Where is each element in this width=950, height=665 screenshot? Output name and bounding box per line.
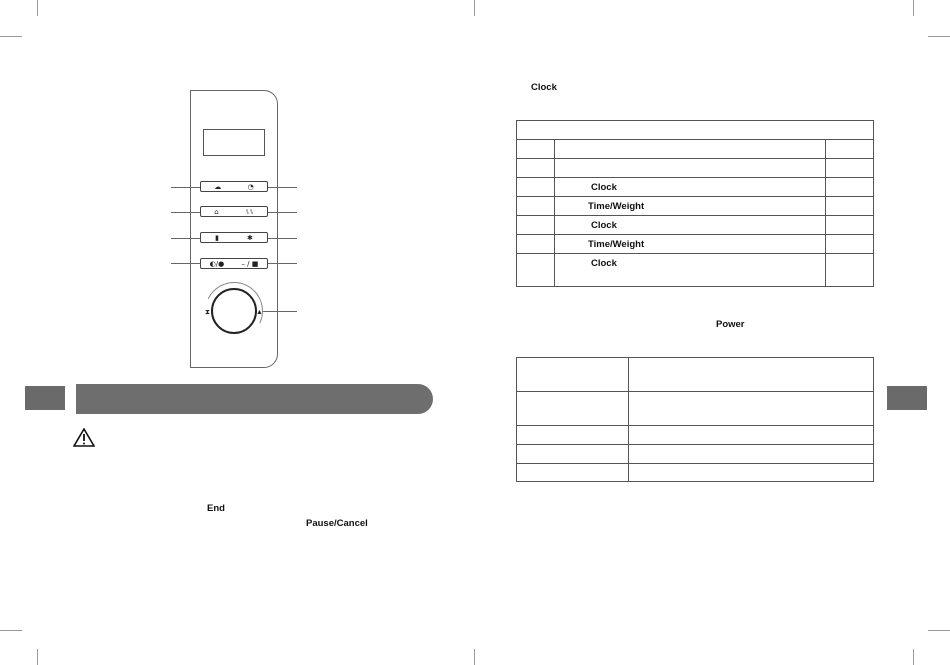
- display-window: [203, 129, 265, 156]
- crop-mark: [37, 0, 38, 16]
- table-row: [517, 140, 874, 159]
- panel-button-row-4[interactable]: [200, 258, 268, 269]
- crop-mark: [913, 0, 914, 16]
- time-weight-label: Time/Weight: [588, 200, 645, 212]
- table-row: [517, 464, 874, 482]
- gear-icon: ✱: [247, 233, 253, 242]
- control-knob[interactable]: [211, 288, 257, 334]
- start-icon: ◐/●: [209, 259, 225, 268]
- crop-mark: [37, 649, 38, 665]
- clock-label: Clock: [591, 258, 617, 269]
- table-row: [517, 426, 874, 445]
- table-row: [517, 445, 874, 464]
- clock-steps-table: [516, 120, 874, 287]
- section-banner: [76, 384, 433, 414]
- power-table: [516, 357, 874, 482]
- end-label: End: [207, 503, 225, 514]
- table-row: [517, 159, 874, 178]
- pause-cancel-label: Pause/Cancel: [306, 518, 368, 529]
- crop-mark: [474, 0, 475, 16]
- hourglass-icon: ⧗: [205, 309, 210, 316]
- clock-icon: ◔: [247, 182, 254, 191]
- table-row: [517, 358, 874, 392]
- table-row: [517, 216, 874, 235]
- bottle-icon: ▮: [215, 233, 219, 242]
- crop-mark: [928, 630, 950, 631]
- clock-label: Clock: [591, 219, 617, 231]
- leader-line: [171, 238, 200, 239]
- right-page-tab: [887, 386, 927, 410]
- panel-button-row-3[interactable]: [200, 232, 268, 243]
- leader-line: [171, 187, 200, 188]
- table-row: [517, 178, 874, 197]
- fork-knife-icon: ⑊⑊: [245, 207, 254, 216]
- crop-mark: [913, 649, 914, 665]
- panel-button-row-1[interactable]: [200, 181, 268, 192]
- table-row: [517, 197, 874, 216]
- leader-line: [268, 212, 297, 213]
- clock-label: Clock: [591, 181, 617, 193]
- stop-icon: – / ■: [241, 259, 259, 268]
- crop-mark: [928, 36, 950, 37]
- table-header-row: [517, 121, 874, 140]
- crop-mark: [0, 36, 22, 37]
- table-row: [517, 235, 874, 254]
- defrost-icon: ⌂: [214, 207, 219, 216]
- time-weight-label: Time/Weight: [588, 238, 645, 250]
- leader-line: [268, 238, 297, 239]
- left-page-tab: [25, 386, 65, 410]
- crop-mark: [474, 649, 475, 665]
- leader-line: [171, 263, 200, 264]
- clock-heading: Clock: [531, 82, 557, 93]
- lock-icon: ▲: [256, 309, 263, 316]
- power-label: Power: [716, 319, 745, 330]
- leader-line: [262, 311, 297, 312]
- leader-line: [268, 263, 297, 264]
- cloud-icon: ☁: [214, 182, 222, 191]
- crop-mark: [0, 630, 22, 631]
- warning-triangle-icon: [73, 428, 95, 447]
- leader-line: [171, 212, 200, 213]
- leader-line: [268, 187, 297, 188]
- table-row: [517, 254, 874, 287]
- table-row: [517, 392, 874, 426]
- panel-button-row-2[interactable]: [200, 206, 268, 217]
